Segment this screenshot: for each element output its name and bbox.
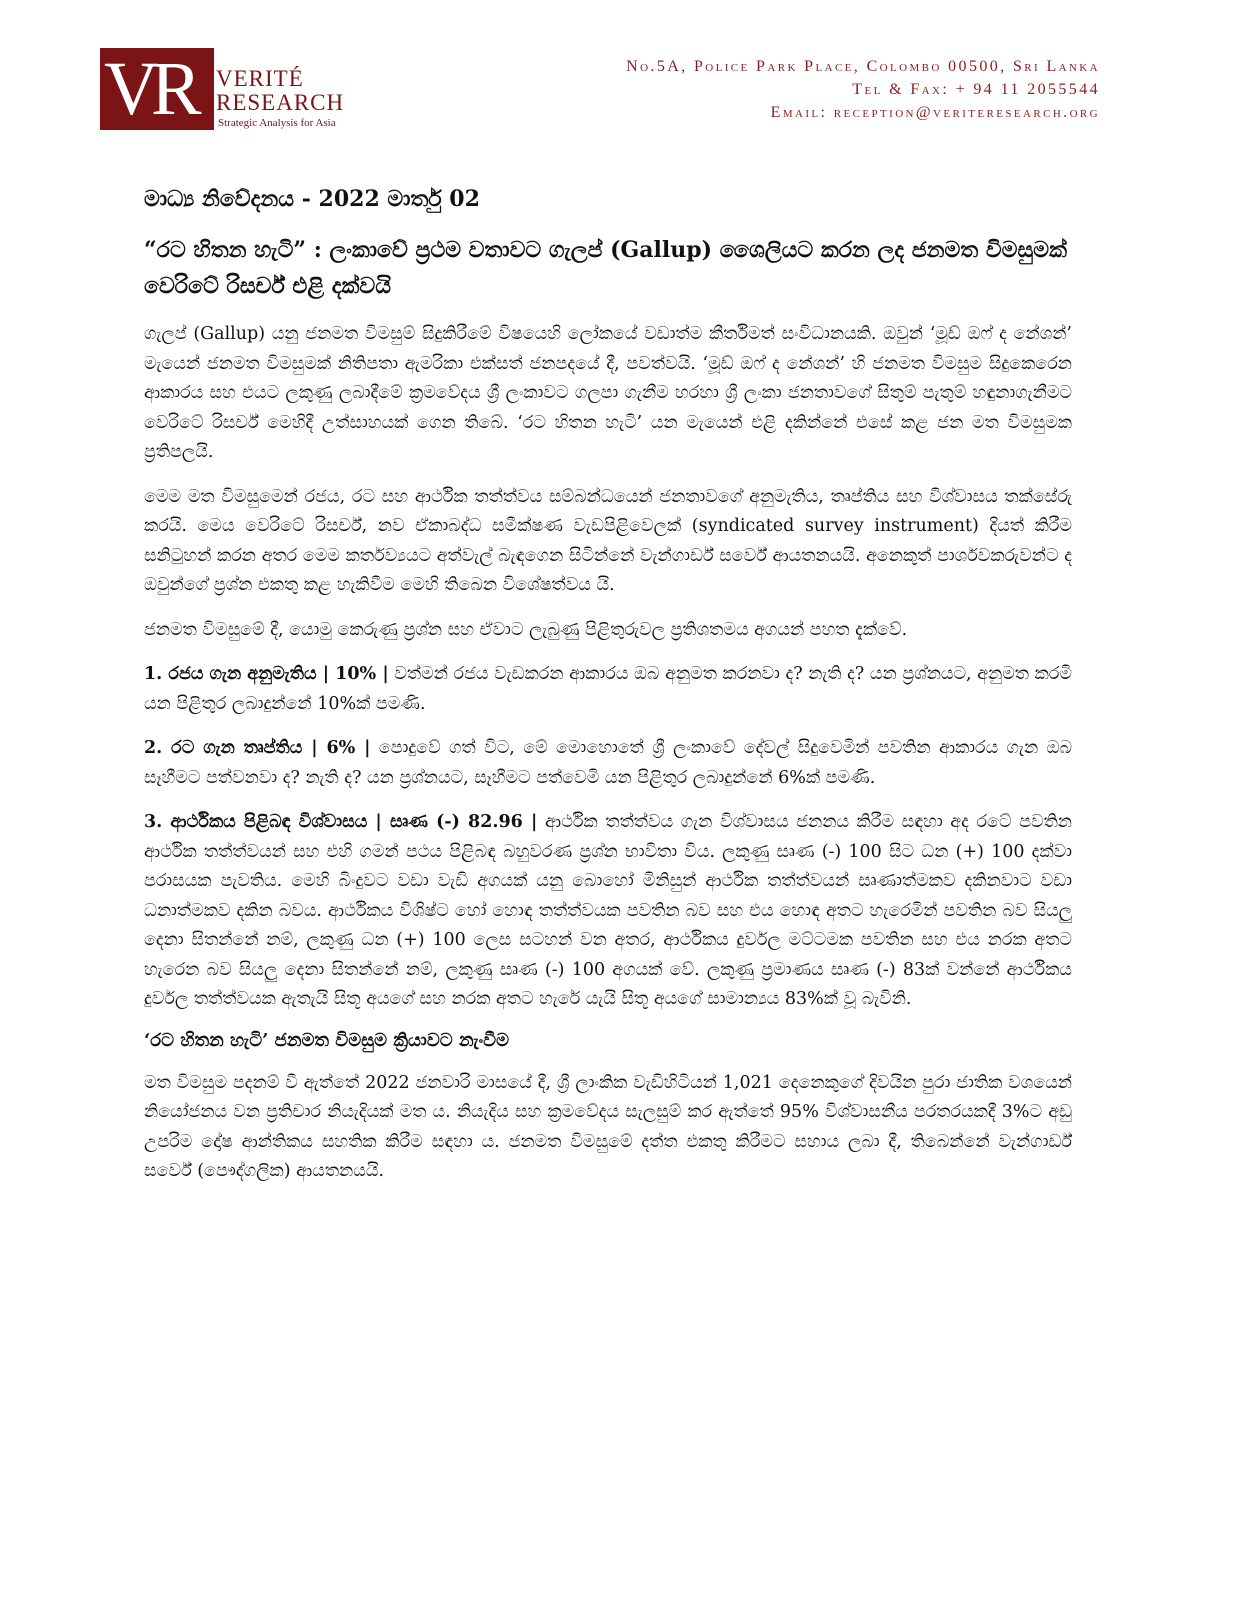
- phone-fax-line: Tel & Fax: + 94 11 2055544: [852, 81, 1100, 98]
- result-item-heading: 1. රජය ගැන අනුමැතිය | 10% |: [144, 664, 389, 684]
- logo-mark-text: VR: [104, 47, 194, 131]
- result-item-government-approval: [144, 660, 1072, 719]
- logo-mark-box: [100, 48, 214, 130]
- result-item-country-satisfaction: [144, 734, 1072, 793]
- result-item-text: ආර්ථික තත්ත්වය ගැන විශ්වාසය ජනනය කිරීම සඳහා අද රටේ පවතින ආර්ථික තත්ත්වයන් සහ එහි ගමන් පථය පිළිබඳ බහුවරණ ප්‍රශ්න භාවිතා විය. ලකුණු සෘණ (-) 100 සිට ධන (+) 100 දක්වා පරාසයක පැවතිය. මෙහි බිංදුවට වඩා වැඩි අගයක් යනු බොහෝ මිනිසුන් ආර්ථික තත්ත්වයන් සෘණාත්මකව දකිනවාට වඩා ධනාත්මකව දකින බවය. ආර්ථිකය විශිෂ්ට හෝ හොඳ තත්ත්වයක පවතින බව සහ එය හොඳ අතට හැරෙමින් පවතින බව සියලු දෙනා සිතන්නේ නම්, ලකුණු ධන (+) 100 ලෙස සටහන් වන අතර, ආර්ථිකය දුර්වල මට්ටමක පවතින සහ එය නරක අතට හැරෙන බව සියලු දෙනා සිතන්නේ නම්, ලකුණු සෘණ (-) 100 අගයක් වේ. ලකුණු ප්‍රමාණය සෘණ (-) 83ක් වන්නේ ආර්ථිකය දුර්වල තත්ත්වයක ඇතැයි සිතූ අයගේ සහ නරක අතට හැරේ යැයි සිතූ අයගේ සාමාන්‍යය 83%ක් වූ බැවිනි.: [144, 812, 1073, 1009]
- letterhead-address: [626, 55, 1100, 124]
- address-line: No.5A, Police Park Place, Colombo 00500, Sri Lanka: [626, 58, 1100, 75]
- email-line: Email: reception@veriteresearch.org: [770, 104, 1100, 121]
- verite-research-logo: [100, 47, 345, 132]
- result-item-economic-confidence: [144, 808, 1072, 1015]
- section-heading-methodology: ‘රට හිතන හැටි’ ජනමත විමසුම ක්‍රියාවට නැංවීම: [144, 1029, 510, 1051]
- paragraph-results-intro: ජනමත විමසුමේ දී, යොමු කෙරුණු ප්‍රශ්න සහ ඒවාට ලැබුණු පිළිතුරුවල ප්‍රතිශතමය අගයන් පහත දැක්වේ.: [144, 619, 908, 640]
- result-item-text: වත්මන් රජය වැඩකරන ආකාරය ඔබ අනුමත කරනවා ද? නැති ද? යන ප්‍රශ්නයට, අනුමත කරමි යන පිළිතුර ලබාදුන්නේ 10%ක් පමණි.: [144, 664, 1072, 714]
- logo-word-research: RESEARCH: [216, 90, 345, 115]
- logo-word-verite: VERITÉ: [216, 66, 304, 91]
- paragraph-survey-purpose: මෙම මත විමසුමෙන් රජය, රට සහ ආර්ථික තත්ත්වය සම්බන්ධයෙන් ජනතාවගේ අනුමැතිය, තෘප්තිය සහ විශ්වාසය තක්සේරු කරයි. මෙය වෙරිටේ රිසර්ච්, නව ඒකාබද්ධ සමීක්ෂණ වැඩපිළිවෙලක් (syndicated survey instrument) දියත් කිරීම සනිටුහන් කරන අතර මෙම කර්තව්‍යයට අත්වැල් බැඳගෙන සිටින්නේ වැන්ගාර්ඩ් සර්වේ ආයතනයයි. අනෙකුත් පාර්ශවකරුවන්ට ද ඔවුන්ගේ ප්‍රශ්න එකතු කළ හැකිවීම මෙහි තිබෙන විශේෂත්වය යි.: [144, 486, 1072, 595]
- press-release-body: [144, 186, 1072, 1202]
- result-item-text: පොදුවේ ගත් විට, මේ මොහොතේ ශ්‍රී ලංකාවේ දේවල් සිදුවෙමින් පවතින ආකාරය ගැන ඔබ සෑහීමට පත්වනවා ද? නැති ද? යන ප්‍රශ්නයට, සෑහීමට පත්වෙමි යන පිළිතුර ලබාදුන්නේ 6%ක් පමණි.: [144, 738, 1072, 788]
- release-date: මාධ්‍ය නිවේදනය - 2022 මාර්තු 02: [144, 186, 480, 212]
- paragraph-intro: ගැලප් (Gallup) යනු ජනමත විමසුම් සිදුකිරීමේ විෂයෙහි ලෝකයේ වඩාත්ම කීර්තිමත් සංවිධානයකි. ඔවුන් ‘මූඩ් ඔෆ් ද නේශන්’ මැයෙන් ජනමත විමසුමක් නිතිපතා ඇමරිකා එක්සත් ජනපදයේ දී, පවත්වයි. ‘මූඩ් ඔෆ් ද නේශන්’ හි ජනමත විමසුම සිදුකෙරෙන ආකාරය සහ එයට ලකුණු ලබාදීමේ ක්‍රමවේදය ශ්‍රී ලංකාවට ගලපා ගැනීම හරහා ශ්‍රී ලංකා ජනතාවගේ සිතුම් පැතුම් හඳුනාගැනීමට වෙරිටේ රිසර්ච් මෙහිදී උත්සාහයක් ගෙන තිබේ. ‘රට හිතන හැටි’ යන මැයෙන් එළි දකින්නේ එසේ කළ ජන මත විමසුමක ප්‍රතිපලයි.: [144, 324, 1072, 462]
- paragraph-methodology: මත විමසුම පදනම් වී ඇත්තේ 2022 ජනවාරි මාසයේ දී, ශ්‍රී ලාංකික වැඩිහිටියන් 1,021 දෙනෙකුගේ දිවයින පුරා ජාතික වශයෙන් නියෝජනය වන ප්‍රතිචාර නියැදියක් මත ය. නියැදිය සහ ක්‍රමවේදය සැලසුම් කර ඇත්තේ 95% විශ්වාසනීය පරතරයකදී 3%ට අඩු උපරිම දෝෂ ආන්තිකය සහතික කිරීම සඳහා ය. ජනමත විමසුමේ දත්ත එකතු කිරීමට සහාය ලබා දී, තිබෙන්නේ වැන්ගාර්ඩ් සර්වේ (පෞද්ගලික) ආයතනයයි.: [144, 1072, 1072, 1181]
- logo-tagline: Strategic Analysis for Asia: [218, 117, 336, 129]
- release-title: “රට හිතන හැටි” : ලංකාවේ ප්‍රථම වතාවට ගැලප් (Gallup) ශෛලියට කරන ලද ජනමත විමසුමක් වෙරිටේ රිසර්ච් එළි දක්වයි: [144, 237, 1067, 299]
- result-item-heading: 3. ආර්ථිකය පිළිබඳ විශ්වාසය | සෘණ (-) 82.96 |: [144, 812, 538, 832]
- result-item-heading: 2. රට ගැන තෘප්තිය | 6% |: [144, 738, 371, 758]
